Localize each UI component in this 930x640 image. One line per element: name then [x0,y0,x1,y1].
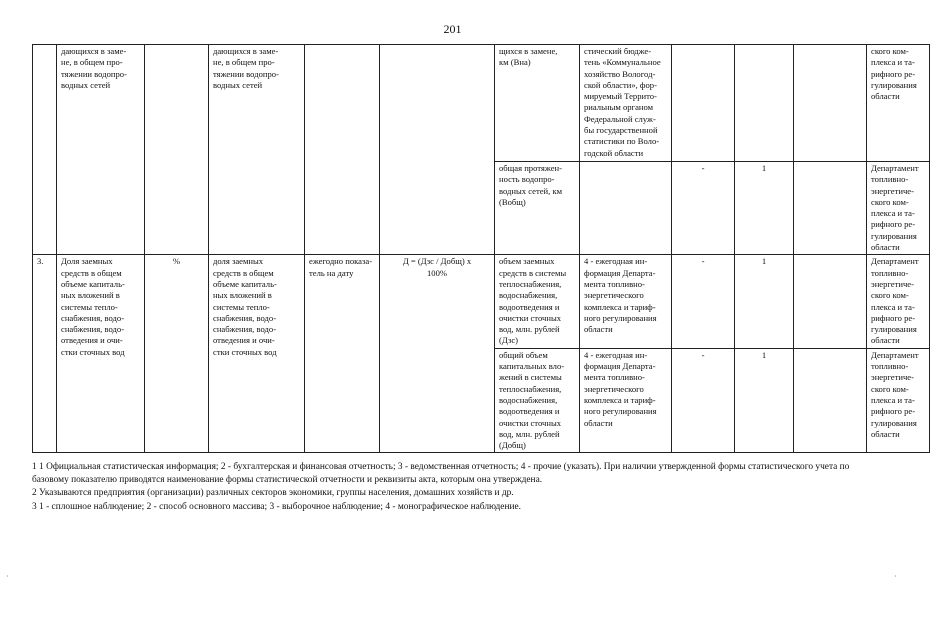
footnote-2: 2 Указываются предприятия (организации) различных секторов экономики, группы населения, домашних хозяйств и др. [32,488,514,499]
table-row [33,45,930,162]
unit-of-observation-cell: - [672,255,735,348]
responsible-cell: Департамент топливно- энергетиче- ского ком- плекса и та- рифного ре- гулирования области [867,348,930,453]
data-source-cell: стический бюдже- тень «Коммунальное хозяйство Вологод- ской области», фор- мируемый Террито- риальным органом Федеральной служ- бы государственной статистики по Воло- годской области [580,45,672,162]
definition-cell: доля заемных средств в общем объеме капиталь- ных вложений в системы тепло- снабжения, водо- снабжения, водо- отведения и очи- стки сточных вод [209,255,305,453]
indicator-name-cell: дающихся в заме- не, в общем про- тяжении водопро- водных сетей [57,45,145,255]
base-indicator-cell: общая протяжен- ность водопро- водных сетей, км (Вобщ) [495,162,580,255]
coverage-cell [794,348,867,453]
unit-cell: % [145,255,209,453]
responsible-cell: Департамент топливно- энергетиче- ского ком- плекса и та- рифного ре- гулирования области [867,162,930,255]
observation-method-cell [735,45,794,162]
footnotes [32,461,885,514]
data-source-cell: 4 - ежегодная ин- формация Департа- мента топливно- энергетического комплекса и тариф- ного регулирования области [580,348,672,453]
formula-cell: Д = (Дзс / Добщ) х 100% [380,255,495,453]
row-number-cell [33,45,57,255]
responsible-cell: ского ком- плекса и та- рифного ре- гулирования области [867,45,930,162]
periodicity-cell: ежегодно показа- тель на дату [305,255,380,453]
definition-cell: дающихся в заме- не, в общем про- тяжении водопро- водных сетей [209,45,305,255]
base-indicator-cell: щихся в замене, км (Вна) [495,45,580,162]
coverage-cell [794,162,867,255]
unit-cell [145,45,209,255]
indicators-table [32,44,930,453]
page-number: 201 [443,22,462,36]
observation-method-cell: 1 [735,348,794,453]
footnote-3: 3 1 - сплошное наблюдение; 2 - способ основного массива; 3 - выборочное наблюдение; 4 - монографическое наблюдение. [32,501,522,512]
unit-of-observation-cell: - [672,348,735,453]
periodicity-cell [305,45,380,255]
formula-cell [380,45,495,255]
data-source-cell: 4 - ежегодная ин- формация Департа- мента топливно- энергетического комплекса и тариф- ного регулирования области [580,255,672,348]
unit-of-observation-cell [672,45,735,162]
unit-of-observation-cell: - [672,162,735,255]
data-source-cell [580,162,672,255]
base-indicator-cell: объем заемных средств в системы теплоснабжения, водоснабжения, водоотведения и очистки сточных вод, млн. рублей (Дзс) [495,255,580,348]
indicator-name-cell: Доля заемных средств в общем объеме капиталь- ных вложений в системы тепло- снабжения, водо- снабжения, водо- отведения и очи- стки сточных вод [57,255,145,453]
row-number-cell: 3. [33,255,57,453]
observation-method-cell: 1 [735,255,794,348]
scan-speck: · [6,572,9,581]
responsible-cell: Департамент топливно- энергетиче- ского ком- плекса и та- рифного ре- гулирования области [867,255,930,348]
base-indicator-cell: общий объем капитальных вло- жений в системы теплоснабжения, водоснабжения, водоотведения и очистки сточных вод, млн. рублей (Добщ) [495,348,580,453]
footnote-1: 1 1 Официальная статистическая информация; 2 - бухгалтерская и финансовая отчетность; 3 - ведомственная отчетность; 4 - прочие (указать). При наличии утвержденной формы статистического учета по базовому показателю приводятся наименование формы статистической отчетности и реквизиты акта, которым она утверждена. [32,462,850,486]
coverage-cell [794,45,867,162]
table-row [33,255,930,348]
coverage-cell [794,255,867,348]
scan-speck: · [894,572,897,581]
observation-method-cell: 1 [735,162,794,255]
